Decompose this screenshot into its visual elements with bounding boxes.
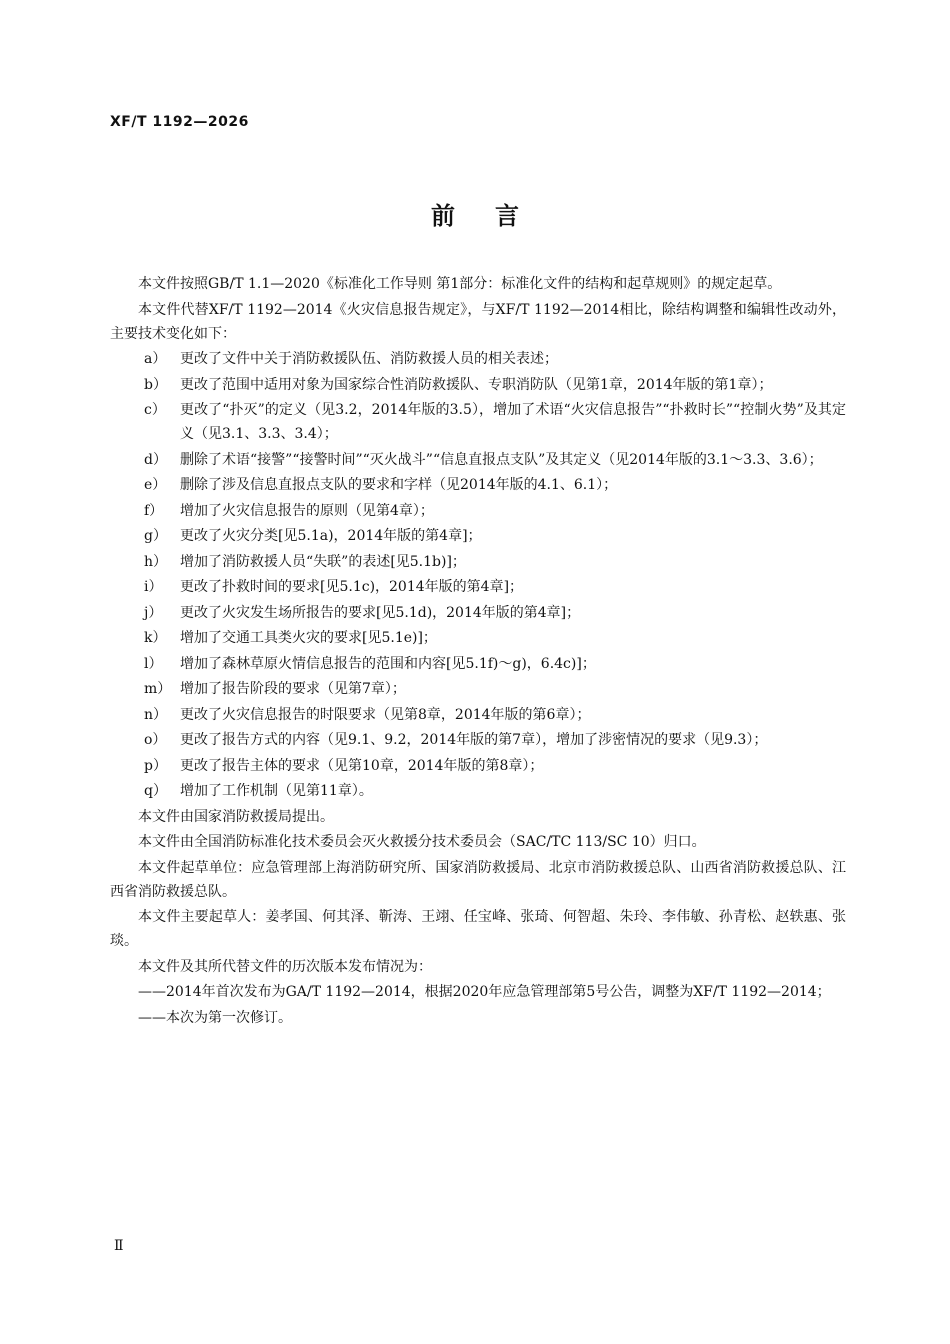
list-item-label: h） [144, 553, 168, 570]
list-item-label: l） [144, 655, 163, 672]
list-item-text: 更改了文件中关于消防救援队伍、消防救援人员的相关表述； [180, 351, 558, 367]
proposer-paragraph: 本文件由国家消防救援局提出。 [138, 808, 334, 825]
list-item [110, 398, 846, 446]
list-item-text: 增加了火灾信息报告的原则（见第4章）； [180, 502, 434, 519]
list-item-label: d） [144, 451, 167, 468]
list-item-text: 更改了“扑灭”的定义（见3.2，2014年版的3.5），增加了术语“火灾信息报告”“扑救时长”“控制火势”及其定义（见3.1、3.3、3.4）； [180, 402, 846, 442]
list-item-text: 更改了报告主体的要求（见第10章，2014年版的第8章）； [180, 757, 544, 774]
list-item [110, 703, 846, 727]
list-item-label: q） [144, 783, 167, 799]
list-item [110, 779, 846, 803]
list-item-text: 增加了工作机制（见第11章）。 [180, 783, 373, 799]
list-item-label: i） [144, 579, 163, 595]
history-item: ——2014年首次发布为GA/T 1192—2014，根据2020年应急管理部第5号公告，调整为XF/T 1192—2014； [138, 984, 831, 1000]
list-item [110, 550, 846, 574]
list-item-label: b） [144, 376, 167, 393]
list-item-text: 更改了报告方式的内容（见9.1、9.2，2014年版的第7章），增加了涉密情况的要求（见9.3）； [180, 732, 768, 748]
list-item [110, 373, 846, 397]
foreword-body [110, 272, 846, 1031]
list-item-text: 更改了火灾发生场所报告的要求[见5.1d)，2014年版的第4章]； [180, 604, 581, 621]
history-intro-paragraph: 本文件及其所代替文件的历次版本发布情况为： [138, 958, 432, 975]
list-item [110, 524, 846, 548]
intro-paragraph: 本文件按照GB/T 1.1—2020《标准化工作导则 第1部分：标准化文件的结构和起草规则》的规定起草。 [138, 276, 782, 292]
page-number: Ⅱ [114, 1238, 124, 1254]
list-item-text: 删除了涉及信息直报点支队的要求和字样（见2014年版的4.1、6.1）； [180, 477, 618, 493]
changes-list [110, 347, 846, 803]
list-item-text: 删除了术语“接警”“接警时间”“灭火战斗”“信息直报点支队”及其定义（见2014年版的3.1～3.3、3.6）； [180, 451, 823, 468]
committee-paragraph: 本文件由全国消防标准化技术委员会灭火救援分技术委员会（SAC/TC 113/SC 10）归口。 [138, 834, 706, 850]
list-item-label: m） [144, 681, 172, 697]
list-item-text: 增加了森林草原火情信息报告的范围和内容[见5.1f)～g)，6.4c)]； [180, 655, 596, 672]
list-item [110, 499, 846, 523]
list-item [110, 677, 846, 701]
list-item [110, 728, 846, 752]
list-item-label: g） [144, 528, 167, 544]
list-item-label: j） [144, 604, 163, 621]
list-item-text: 增加了消防救援人员“失联”的表述[见5.1b)]； [180, 553, 466, 570]
list-item [110, 347, 846, 371]
document-code: XF/T 1192—2026 [110, 114, 249, 130]
list-item [110, 754, 846, 778]
list-item-text: 增加了交通工具类火灾的要求[见5.1e)]； [180, 630, 437, 646]
list-item-label: p） [144, 757, 167, 774]
list-item-label: k） [144, 630, 167, 646]
list-item [110, 473, 846, 497]
list-item-label: f） [144, 502, 164, 519]
intro-paragraph: 本文件代替XF/T 1192—2014《火灾信息报告规定》，与XF/T 1192—2014相比，除结构调整和编辑性改动外，主要技术变化如下： [110, 301, 846, 342]
list-item-text: 更改了火灾分类[见5.1a)，2014年版的第4章]； [180, 528, 482, 544]
list-item-text: 更改了火灾信息报告的时限要求（见第8章，2014年版的第6章）； [180, 706, 591, 723]
list-item [110, 448, 846, 472]
drafting-units-paragraph: 本文件起草单位：应急管理部上海消防研究所、国家消防救援局、北京市消防救援总队、山西省消防救援总队、江西省消防救援总队。 [110, 859, 846, 900]
list-item-text: 增加了报告阶段的要求（见第7章）； [180, 681, 406, 697]
list-item-label: a） [144, 351, 167, 367]
page-title: 前言 [431, 202, 559, 230]
list-item-label: c） [144, 402, 166, 418]
list-item [110, 626, 846, 650]
list-item-label: o） [144, 732, 167, 748]
list-item-label: n） [144, 706, 168, 723]
list-item [110, 601, 846, 625]
list-item-text: 更改了范围中适用对象为国家综合性消防救援队、专职消防队（见第1章，2014年版的第1章）； [180, 376, 773, 393]
list-item-label: e） [144, 477, 167, 493]
list-item-text: 更改了扑救时间的要求[见5.1c)，2014年版的第4章]； [180, 579, 524, 595]
list-item [110, 575, 846, 599]
history-item: ——本次为第一次修订。 [138, 1009, 292, 1026]
list-item [110, 652, 846, 676]
drafters-paragraph: 本文件主要起草人：姜孝国、何其泽、靳涛、王翊、任宝峰、张琦、何智超、朱玲、李伟敏、孙青松、赵轶惠、张琰。 [110, 909, 846, 949]
